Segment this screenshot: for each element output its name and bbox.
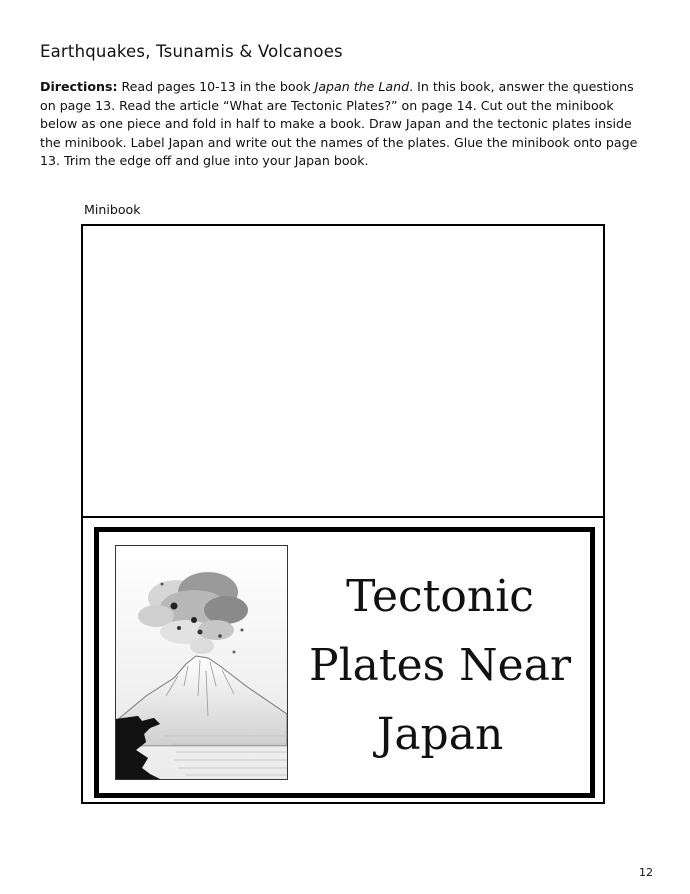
cover-title-line-2: Plates Near [308, 640, 571, 691]
volcano-icon [116, 546, 287, 779]
directions-text-1: Read pages 10-13 in the book [117, 79, 315, 94]
directions-label: Directions: [40, 79, 118, 94]
minibook-outline [81, 224, 605, 804]
directions-paragraph [40, 78, 652, 171]
fold-line [83, 516, 603, 518]
book-title: Japan the Land [314, 79, 410, 94]
minibook-cover [94, 527, 595, 798]
volcano-illustration [115, 545, 288, 780]
directions-text-2: . In this book, answer the questions on page 13. Read the article “What are Tectonic Plates?” on page 14. Cut out the minibook below as one piece and fold in half to make a book. Draw Japan and the tectonic plates inside the minibook. Label Japan and write out the names of the plates. Glue the minibook onto page 13. Trim the edge off and glue into your Japan book. [40, 79, 638, 168]
minibook-label: Minibook [84, 202, 141, 217]
page-number: 12 [639, 866, 653, 879]
cover-title-line-1: Tectonic [346, 571, 534, 622]
cover-title [289, 562, 591, 769]
cover-title-line-3: Japan [376, 709, 504, 760]
page-title: Earthquakes, Tsunamis & Volcanoes [40, 42, 343, 61]
